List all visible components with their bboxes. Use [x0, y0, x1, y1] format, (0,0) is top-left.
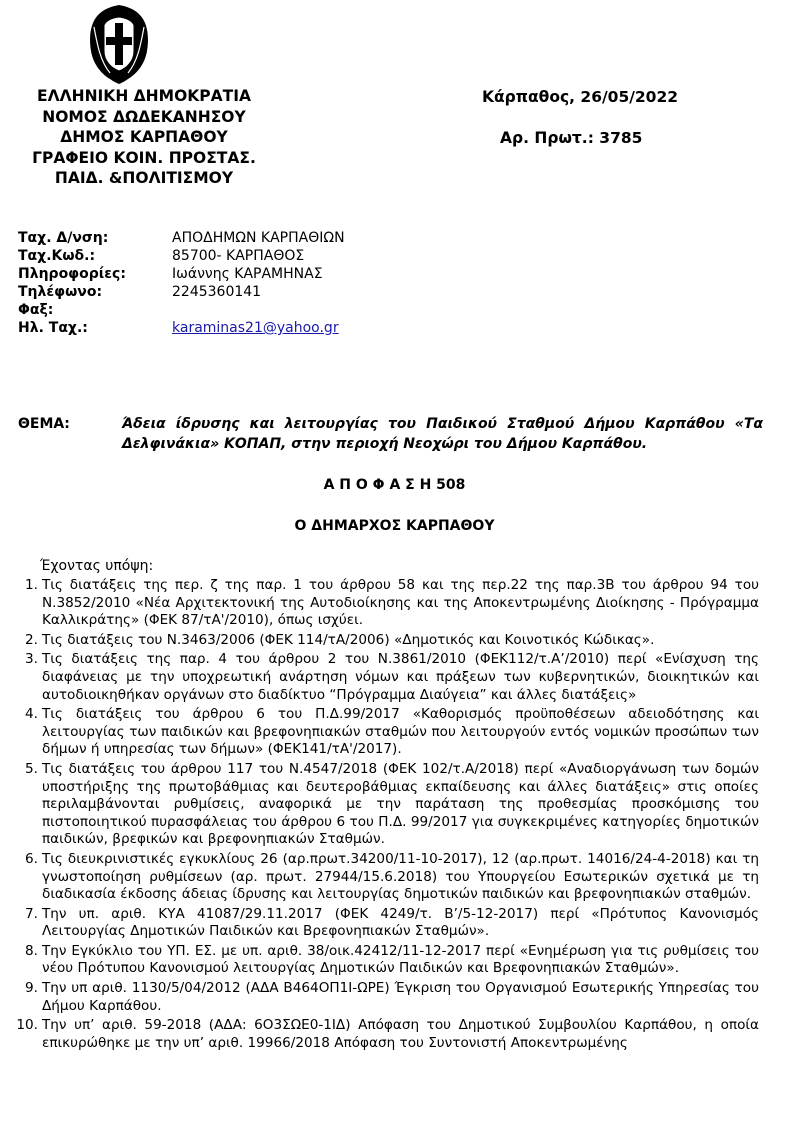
list-item	[14, 706, 759, 759]
item-text: Τις διατάξεις του Ν.3463/2006 (ΦΕΚ 114/τΑ/2006) «Δημοτικός και Κοινοτικός Κώδικας».	[42, 631, 655, 648]
item-number: 3.	[25, 651, 38, 668]
item-number: 5.	[25, 760, 38, 777]
list-item	[14, 1017, 759, 1052]
item-number: 1.	[25, 577, 38, 593]
contact-value: 2245360141	[172, 284, 262, 300]
list-item	[14, 906, 759, 941]
mayor-title: Ο ΔΗΜΑΡΧΟΣ ΚΑΡΠΑΘΟΥ	[294, 518, 495, 534]
item-number: 10.	[16, 1017, 38, 1034]
item-text: Τις διατάξεις της περ. ζ της παρ. 1 του άρθρου 58 και της περ.22 της παρ.3Β του άρθρου 94 του Ν.3852/2010 «Νέα Αρχιτεκτονική της Αυτοδιοίκησης και της Αποκεντρωμένης Διοίκησης - Πρόγραμμα Καλλικράτης» (ΦΕΚ 87/τΑ'/2010), όπως ισχύει.	[42, 577, 759, 629]
contact-row-info	[18, 265, 345, 283]
considerations-list	[14, 577, 759, 1054]
item-number: 9.	[25, 980, 38, 997]
item-number: 8.	[25, 942, 38, 959]
considering-heading: Έχοντας υπόψη:	[40, 558, 154, 574]
contact-row-fax	[18, 301, 345, 319]
contact-row-phone	[18, 283, 345, 301]
issuer-line: ΔΗΜΟΣ ΚΑΡΠΑΘΟΥ	[60, 128, 228, 146]
contact-label: Πληροφορίες:	[18, 266, 126, 282]
contact-row-address	[18, 229, 345, 247]
item-text: Την υπ’ αριθ. 59-2018 (ΑΔΑ: 6Ο3ΣΩΕ0-1ΙΔ) Απόφαση του Δημοτικού Συμβουλίου Καρπάθου, η οποία επικυρώθηκε με την υπ’ αριθ. 19966/2018 Απόφαση του Συντονιστή Αποκεντρωμένης	[42, 1017, 759, 1051]
item-number: 6.	[25, 850, 38, 867]
list-item	[14, 577, 759, 630]
contact-label: Τηλέφωνο:	[18, 284, 103, 300]
contact-value: 85700- ΚΑΡΠΑΘΟΣ	[172, 248, 305, 264]
protocol-number: Αρ. Πρωτ.: 3785	[500, 129, 643, 147]
item-number: 7.	[25, 905, 38, 922]
subject-text: Άδεια ίδρυσης και λειτουργίας του Παιδικού Σταθμού Δήμου Καρπάθου «Τα Δελφινάκια» ΚΟΠΑΠ, στην περιοχή Νεοχώρι του Δήμου Καρπάθου.	[122, 416, 763, 452]
item-number: 4.	[25, 706, 38, 723]
contact-info	[18, 229, 345, 337]
place-date: Κάρπαθος, 26/05/2022	[482, 88, 679, 106]
issuer-line: ΓΡΑΦΕΙΟ ΚΟΙΝ. ΠΡΟΣΤΑΣ.	[32, 148, 256, 167]
list-item	[14, 851, 759, 904]
contact-label: Ταχ.Κωδ.:	[18, 248, 96, 264]
subject-block	[18, 414, 763, 454]
contact-value: ΑΠΟΔΗΜΩΝ ΚΑΡΠΑΘΙΩΝ	[172, 230, 345, 246]
list-item	[14, 943, 759, 978]
email-link[interactable]: karaminas21@yahoo.gr	[172, 320, 339, 336]
item-text: Τις διατάξεις του άρθρου 117 του Ν.4547/2018 (ΦΕΚ 102/τ.Α/2018) περί «Αναδιοργάνωση των δομών υποστήριξης της πρωτοβάθμιας και δευτεροβάθμιας εκπαίδευσης και άλλες διατάξεις» στις οποίες περιλαμβάνονται ρυθμίσεις, αναφορικά με την παράταση της προθεσμίας προσκόμισης του πιστοποιητικού πυρασφάλειας του άρθρου 6 του Π.Δ. 99/2017 για συγκεκριμένες κατηγορίες δημοτικών παιδικών, βρεφικών και βρεφονηπιακών Σταθμών.	[42, 760, 759, 848]
contact-label: Φαξ:	[18, 302, 54, 318]
contact-row-postcode	[18, 247, 345, 265]
item-text: Την υπ. αριθ. ΚΥΑ 41087/29.11.2017 (ΦΕΚ 4249/τ. Β’/5-12-2017) περί «Πρότυπος Κανονισμός Λειτουργίας Δημοτικών Παιδικών και Βρεφονηπιακών Σταθμών».	[42, 905, 759, 940]
list-item	[14, 761, 759, 849]
contact-label: Ηλ. Ταχ.:	[18, 320, 88, 336]
issuer-line: ΕΛΛΗΝΙΚΗ ΔΗΜΟΚΡΑΤΙΑ	[37, 87, 251, 105]
contact-value: Ιωάννης ΚΑΡΑΜΗΝΑΣ	[172, 266, 323, 282]
item-text: Την υπ αριθ. 1130/5/04/2012 (ΑΔΑ Β464ΟΠ1Ι-ΩΡΕ) Έγκριση του Οργανισμού Εσωτερικής Υπηρεσίας του Δήμου Καρπάθου.	[42, 980, 759, 1014]
decision-title: Α Π Ο Φ Α Σ Η 508	[323, 477, 466, 493]
list-item	[14, 632, 759, 650]
list-item	[14, 651, 759, 704]
item-text: Τις διατάξεις του άρθρου 6 του Π.Δ.99/2017 «Καθορισμός προϋποθέσεων αδειοδότησης και λειτουργίας των παιδικών και βρεφονηπιακών σταθμών που λειτουργούν εντός νομικών προσώπων των δήμων ή υπηρεσίας των δήμων» (ΦΕΚ141/τΑ'/2017).	[42, 706, 759, 758]
issuer-line: ΠΑΙΔ. &ΠΟΛΙΤΙΣΜΟΥ	[54, 169, 234, 187]
coat-of-arms-emblem	[86, 3, 152, 85]
item-text: Τις διατάξεις της παρ. 4 του άρθρου 2 του Ν.3861/2010 (ΦΕΚ112/τ.Α’/2010) περί «Ενίσχυση της διαφάνειας με την υποχρεωτική ανάρτηση νόμων και πράξεων των κυβερνητικών, διοικητικών και αυτοδιοικηθήκαν οργάνων στο διαδίκτυο “Πρόγραμμα Διαύγεια” και άλλες διατάξεις»	[42, 651, 759, 703]
item-text: Την Εγκύκλιο του ΥΠ. ΕΣ. με υπ. αριθ. 38/οικ.42412/11-12-2017 περί «Ενημέρωση για τις ρυθμίσεις του νέου Πρότυπου Κανονισμού λειτουργίας Δημοτικών Παιδικών και Βρεφονηπιακών Σταθμών».	[42, 942, 759, 977]
contact-row-email	[18, 319, 345, 337]
list-item	[14, 980, 759, 1015]
issuer-line: ΝΟΜΟΣ ΔΩΔΕΚΑΝΗΣΟΥ	[42, 107, 246, 126]
item-number: 2.	[25, 631, 38, 648]
contact-label: Ταχ. Δ/νση:	[18, 230, 109, 246]
item-text: Τις διευκρινιστικές εγκυκλίους 26 (αρ.πρωτ.34200/11-10-2017), 12 (αρ.πρωτ. 14016/24-4-2018) και τη γνωστοποίηση ρυθμίσεων (αρ. πρωτ. 27944/15.6.2018) του Υπουργείου Εσωτερικών σχετικά με τη διαδικασία έκδοσης άδειας ίδρυσης και λειτουργίας δημοτικών παιδικών και βρεφονηπιακών σταθμών.	[42, 850, 759, 903]
issuer-block	[14, 86, 274, 189]
subject-label: ΘΕΜΑ:	[18, 416, 70, 432]
